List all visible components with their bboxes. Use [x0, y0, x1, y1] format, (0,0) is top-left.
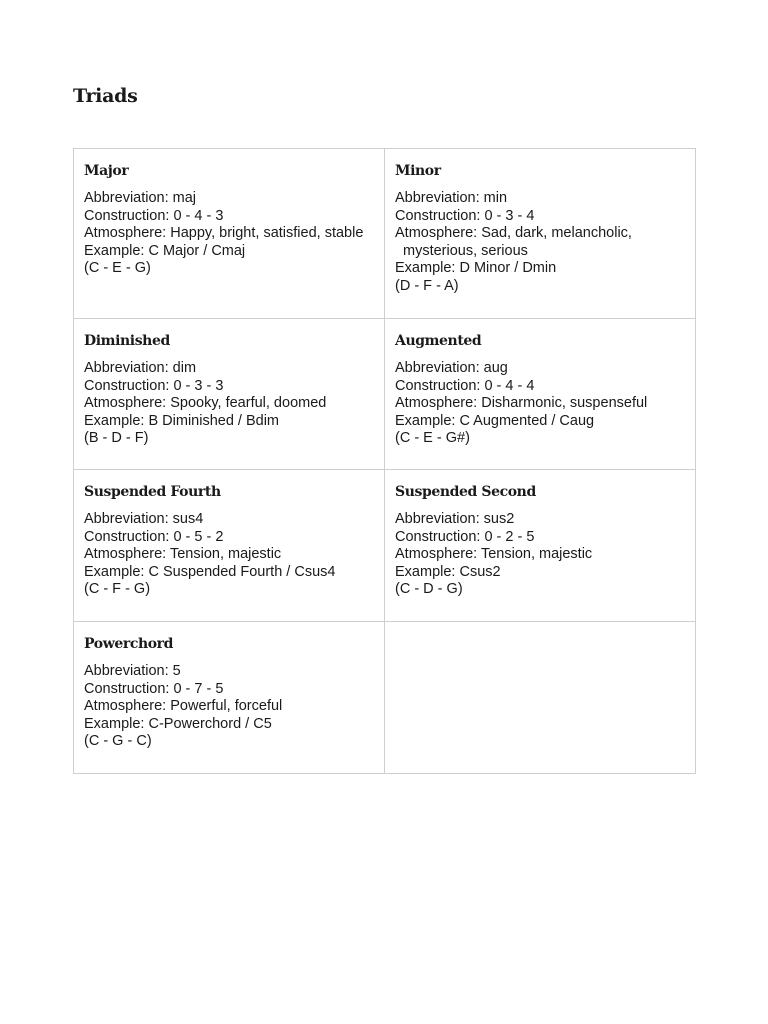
chord-atmosphere: Atmosphere: Sad, dark, melancholic, mysterious, serious	[395, 225, 632, 259]
triads-table	[73, 148, 696, 774]
table-row	[74, 319, 696, 470]
chord-atmosphere: Atmosphere: Tension, majestic	[84, 546, 282, 562]
chord-abbreviation: Abbreviation: sus4	[84, 511, 204, 527]
chord-construction: Construction: 0 - 5 - 2	[84, 528, 224, 545]
chord-construction: Construction: 0 - 7 - 5	[84, 680, 224, 697]
chord-example: Example: C-Powerchord / C5	[84, 715, 272, 732]
chord-construction: Construction: 0 - 3 - 4	[395, 207, 535, 224]
chord-cell-minor	[385, 149, 696, 319]
chord-name: Powerchord	[84, 636, 174, 652]
chord-name: Diminished	[84, 333, 170, 349]
chord-notes: (C - E - G)	[84, 260, 151, 276]
chord-name: Major	[84, 163, 129, 179]
table-row	[74, 470, 696, 622]
chord-abbreviation: Abbreviation: min	[395, 190, 508, 206]
chord-atmosphere: Atmosphere: Disharmonic, suspenseful	[395, 395, 648, 411]
chord-example: Example: Csus2	[395, 563, 501, 580]
chord-example: Example: C Augmented / Caug	[395, 412, 595, 429]
chord-notes: (C - D - G)	[395, 581, 463, 597]
chord-example: Example: C Suspended Fourth / Csus4	[84, 563, 336, 580]
empty-cell	[385, 622, 696, 774]
table-row	[74, 149, 696, 319]
chord-abbreviation: Abbreviation: dim	[84, 360, 197, 376]
chord-abbreviation: Abbreviation: sus2	[395, 511, 515, 527]
chord-example: Example: B Diminished / Bdim	[84, 412, 280, 429]
chord-cell-suspended-fourth	[74, 470, 385, 622]
chord-notes: (C - F - G)	[84, 581, 151, 597]
chord-construction: Construction: 0 - 2 - 5	[395, 528, 535, 545]
chord-atmosphere: Atmosphere: Tension, majestic	[395, 546, 593, 562]
chord-name: Suspended Fourth	[84, 484, 221, 500]
chord-notes: (B - D - F)	[84, 430, 149, 446]
chord-notes: (C - E - G#)	[395, 430, 470, 446]
page-title: Triads	[73, 85, 138, 107]
chord-name: Minor	[395, 163, 441, 179]
chord-notes: (D - F - A)	[395, 277, 459, 294]
chord-cell-diminished	[74, 319, 385, 470]
chord-construction: Construction: 0 - 3 - 3	[84, 377, 224, 394]
chord-construction: Construction: 0 - 4 - 3	[84, 207, 224, 224]
chord-cell-major	[74, 149, 385, 319]
chord-example: Example: D Minor / Dmin	[395, 260, 557, 276]
chord-cell-powerchord	[74, 622, 385, 774]
chord-notes: (C - G - C)	[84, 733, 152, 749]
chord-name: Augmented	[395, 333, 482, 349]
chord-name: Suspended Second	[395, 484, 536, 500]
chord-abbreviation: Abbreviation: aug	[395, 360, 508, 376]
chord-atmosphere: Atmosphere: Powerful, forceful	[84, 698, 283, 714]
chord-atmosphere: Atmosphere: Spooky, fearful, doomed	[84, 395, 327, 411]
chord-atmosphere: Atmosphere: Happy, bright, satisfied, stable	[84, 225, 364, 241]
chord-cell-suspended-second	[385, 470, 696, 622]
table-row	[74, 622, 696, 774]
chord-example: Example: C Major / Cmaj	[84, 242, 246, 259]
chord-abbreviation: Abbreviation: maj	[84, 190, 197, 206]
chord-abbreviation: Abbreviation: 5	[84, 663, 181, 679]
chord-construction: Construction: 0 - 4 - 4	[395, 377, 535, 394]
chord-cell-augmented	[385, 319, 696, 470]
